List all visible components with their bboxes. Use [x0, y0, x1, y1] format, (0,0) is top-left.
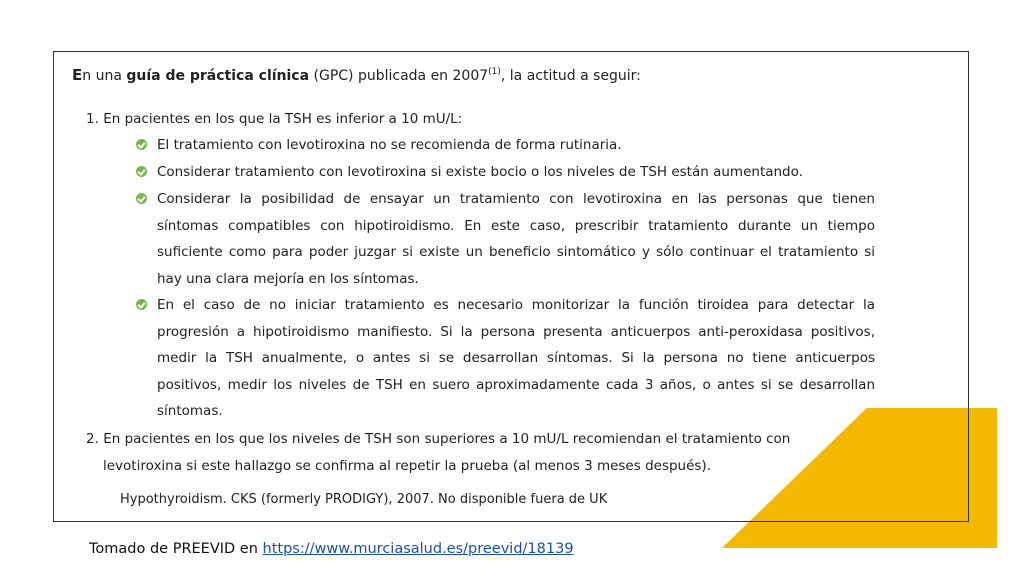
- bullet-1: [157, 132, 875, 159]
- bullet-2: [157, 159, 875, 186]
- intro-part1: n una: [82, 68, 127, 84]
- green-check-circle-icon: [136, 193, 147, 204]
- source-link[interactable]: https://www.murciasalud.es/preevid/18139: [262, 541, 574, 557]
- bullet-1-line: El tratamiento con levotiroxina no se recomienda de forma rutinaria.: [157, 137, 622, 153]
- list-item-2-line-2: levotiroxina si este hallazgo se confirma al repetir la prueba (al menos 3 meses después).: [103, 458, 711, 474]
- intro-part2: (GPC) publicada en 2007: [309, 68, 489, 84]
- intro-part3: , la actitud a seguir:: [500, 68, 641, 84]
- bullet-4: [157, 292, 875, 425]
- green-check-circle-icon: [136, 299, 147, 310]
- bullet-2-line: Considerar tratamiento con levotiroxina si existe bocio o los niveles de TSH están aumentando.: [157, 164, 803, 180]
- citation: Hypothyroidism. CKS (formerly PRODIGY), 2007. No disponible fuera de UK: [120, 492, 608, 507]
- source-footer: [89, 541, 574, 557]
- intro-sup: (1): [488, 67, 501, 77]
- list-item-2-cont: [103, 458, 711, 474]
- bullet-4-line-1: En el caso de no iniciar tratamiento es necesario monitorizar la función tiroidea para detectar la: [157, 297, 875, 313]
- bullet-4-line-5: síntomas.: [157, 403, 223, 419]
- bullet-3-line-3: suficiente como para poder juzgar si existe un beneficio sintomático y sólo continuar el tratamiento si: [157, 244, 875, 260]
- list-item-1: [86, 111, 462, 127]
- bullet-3-line-1: Considerar la posibilidad de ensayar un tratamiento con levotiroxina en las personas que tienen: [157, 191, 875, 207]
- bullet-4-line-4: positivos, medir los niveles de TSH en suero aproximadamente cada 3 años, o antes si se desarrollan: [157, 376, 875, 393]
- list-item-2-line-1: En pacientes en los que los niveles de TSH son superiores a 10 mU/L recomiendan el tratamiento con: [103, 431, 791, 447]
- list-number-2: 2.: [86, 431, 99, 447]
- green-check-circle-icon: [136, 139, 147, 150]
- bullet-3-line-2: síntomas compatibles con hipotiroidismo. En este caso, prescribir tratamiento durante un tiempo: [157, 217, 875, 234]
- list-item-1-text: En pacientes en los que la TSH es inferior a 10 mU/L:: [103, 111, 463, 127]
- bullet-4-line-3: medir la TSH anualmente, o antes si se desarrollan síntomas. Si la persona no tiene anticuerpos: [157, 350, 875, 366]
- list-item-2: [86, 431, 790, 447]
- bullet-3: [157, 186, 875, 292]
- intro-first-letter: E: [72, 66, 83, 84]
- intro-line: [72, 66, 641, 84]
- green-check-circle-icon: [136, 166, 147, 177]
- list-number-1: 1.: [86, 111, 99, 127]
- bullet-3-line-4: hay una clara mejoría en los síntomas.: [157, 270, 419, 287]
- bullet-4-line-2: progresión a hipotiroidismo manifiesto. Si la persona presenta anticuerpos anti-peroxidasa positivos,: [157, 323, 875, 340]
- intro-bold: guía de práctica clínica: [126, 68, 310, 84]
- footer-prefix: Tomado de PREEVID en: [89, 541, 263, 557]
